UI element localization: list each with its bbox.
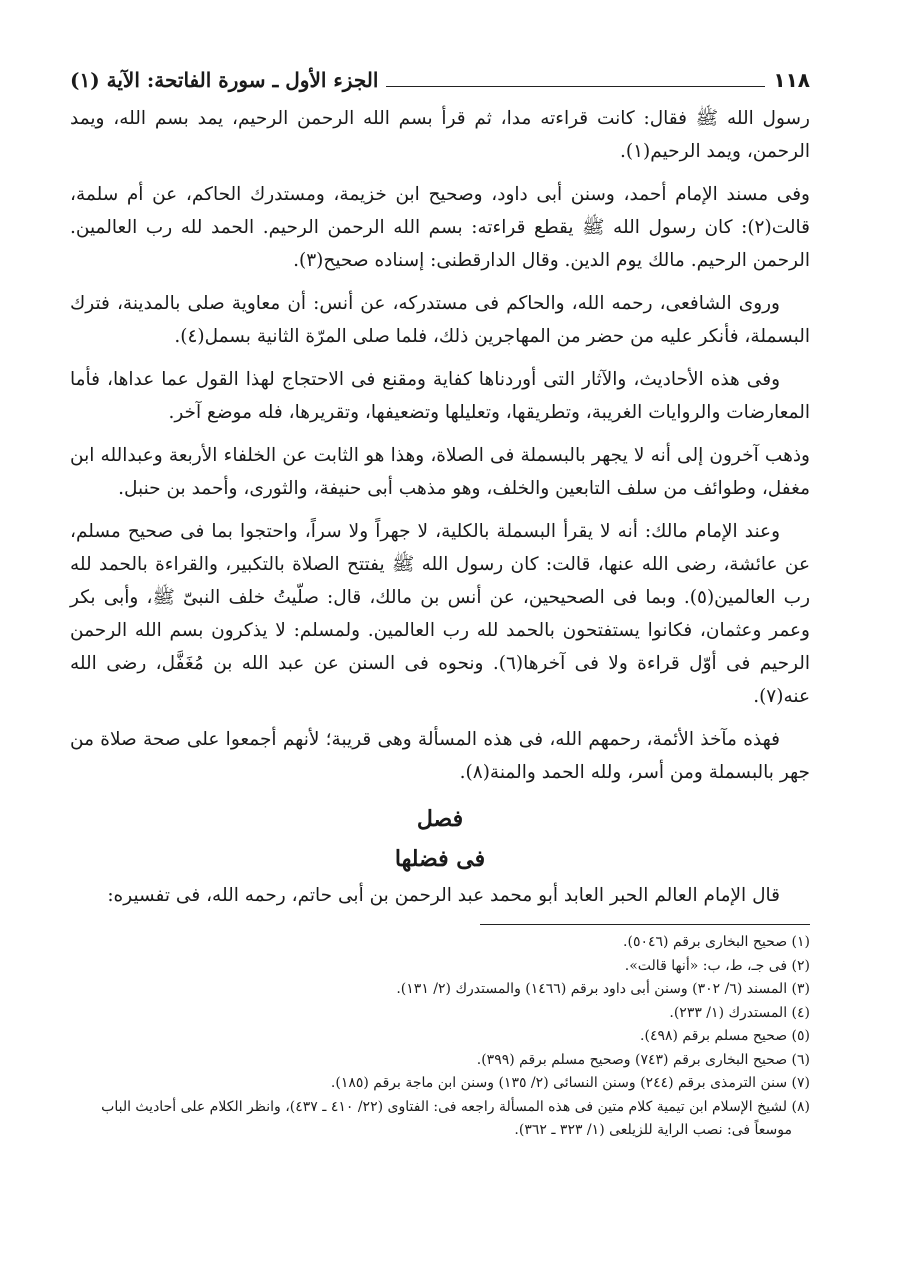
footnote-8: (٨) لشيخ الإسلام ابن تيمية كلام متين فى هذه المسألة راجعه فى: الفتاوى (٢٢/ ٤١٠ ـ ٤٣٧)، وانظر الكلام على أحاديث الباب xyxy=(101,1098,810,1115)
footnote-5: (٥) صحيح مسلم برقم (٤٩٨). xyxy=(640,1028,810,1044)
footnote-2: (٢) فى جـ، ط، ب: «أنها قالت». xyxy=(624,957,810,974)
paragraph-1: رسول الله ﷺ فقال: كانت قراءته مدا، ثم قرأ بسم الله الرحمن الرحيم، يمد بسم الله، ويمد الرحمن، ويمد الرحيم(١). xyxy=(70,108,810,162)
running-title: الجزء الأول ـ سورة الفاتحة: الآية (١) xyxy=(70,68,379,92)
footnotes xyxy=(70,931,810,1143)
section-intro: قال الإمام العالم الحبر العابد أبو محمد عبد الرحمن بن أبى حاتم، رحمه الله، فى تفسيره: xyxy=(107,885,780,906)
paragraph-5: وذهب آخرون إلى أنه لا يجهر بالبسملة فى الصلاة، وهذا هو الثابت عن الخلفاء الأربعة وعبدالله ابن مغفل، وطوائف من سلف التابعين والخلف، وهو مذهب أبى حنيفة، والثورى، وأحمد بن حنبل. xyxy=(70,445,810,499)
paragraph-2: وفى مسند الإمام أحمد، وسنن أبى داود، وصحيح ابن خزيمة، ومستدرك الحاكم، عن أم سلمة، قالت(٢): كان رسول الله ﷺ يقطع قراءته: بسم الله الرحمن الرحيم. الحمد لله رب العالمين. الرحمن الرحيم. مالك يوم الدين. وقال الدارقطنى: إسناده صحيح(٣). xyxy=(70,184,810,271)
page-body xyxy=(70,102,810,912)
footnote-1: (١) صحيح البخارى برقم (٥٠٤٦). xyxy=(623,934,810,950)
paragraph-6: وعند الإمام مالك: أنه لا يقرأ البسملة بالكلية، لا جهراً ولا سراً، واحتجوا بما فى صحيح مسلم، عن عائشة، رضى الله عنها، قالت: كان رسول الله ﷺ يفتتح الصلاة بالتكبير، والقراءة بالحمد لله رب العالمين(٥). وبما فى الصحيحين، عن أنس بن مالك، قال: صلّيتُ خلف النبىّ ﷺ، وأبى بكر وعمر وعثمان، فكانوا يستفتحون بالحمد لله رب العالمين. ولمسلم: لا يذكرون بسم الله الرحمن الرحيم فى أوّل قراءة ولا فى آخرها(٦). ونحوه فى السنن عن عبد الله بن مُغَفَّل، رضى الله عنه(٧). xyxy=(70,521,810,707)
footnote-6: (٦) صحيح البخارى برقم (٧٤٣) وصحيح مسلم برقم (٣٩٩). xyxy=(476,1051,810,1068)
footnote-8-continuation: موسعاً فى: نصب الراية للزيلعى (١/ ٣٢٣ ـ ٣٦٢). xyxy=(514,1122,792,1138)
section-title: فصل xyxy=(416,806,464,832)
page-number: ١١٨ xyxy=(773,68,810,92)
paragraph-4: وفى هذه الأحاديث، والآثار التى أوردناها كفاية ومقنع فى الاحتجاج لهذا القول عما عداها، فأما المعارضات والروايات الغريبة، وتطريقها، وتعليلها وتضعيفها، وتقريرها، فله موضع آخر. xyxy=(70,369,810,423)
section-subtitle: فى فضلها xyxy=(394,846,486,872)
page-header xyxy=(70,68,810,96)
book-page xyxy=(70,68,810,1143)
paragraph-7: فهذه مآخذ الأئمة، رحمهم الله، فى هذه المسألة وهى قريبة؛ لأنهم أجمعوا على صحة صلاة من جهر بالبسملة ومن أسر، ولله الحمد والمنة(٨). xyxy=(70,729,810,783)
footnote-rule xyxy=(480,924,810,925)
paragraph-3: وروى الشافعى، رحمه الله، والحاكم فى مستدركه، عن أنس: أن معاوية صلى بالمدينة، فترك البسملة، فأنكر عليه من حضر من المهاجرين ذلك، فلما صلى المرّة الثانية بسمل(٤). xyxy=(70,293,810,347)
footnote-7: (٧) سنن الترمذى برقم (٢٤٤) وسنن النسائى (٢/ ١٣٥) وسنن ابن ماجة برقم (١٨٥). xyxy=(330,1075,810,1091)
header-rule xyxy=(386,86,765,87)
footnote-3: (٣) المسند (٦/ ٣٠٢) وسنن أبى داود برقم (١٤٦٦) والمستدرك (٢/ ١٣١). xyxy=(396,981,810,997)
footnote-4: (٤) المستدرك (١/ ٢٣٣). xyxy=(669,1004,810,1021)
